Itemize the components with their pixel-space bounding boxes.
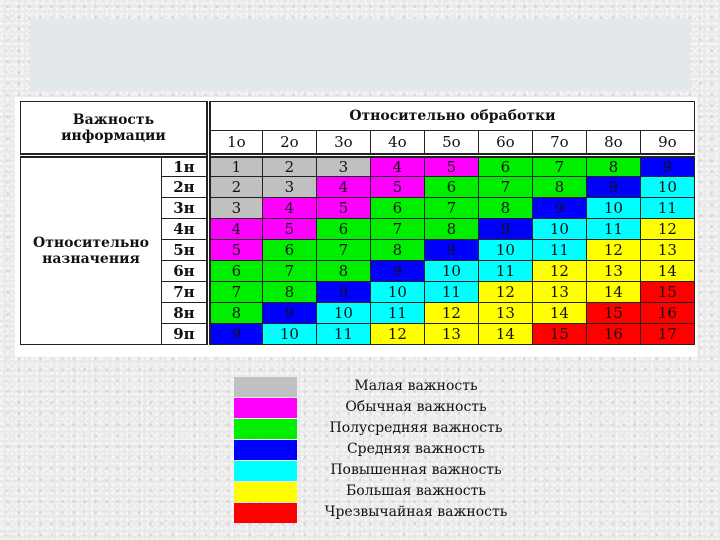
matrix-cell: 10 <box>586 198 640 219</box>
legend-label: Средняя важность <box>346 441 486 457</box>
matrix-cell: 12 <box>640 219 694 240</box>
matrix-cell: 15 <box>586 303 640 324</box>
row-header: 7н <box>161 282 208 303</box>
col-group-label: Относительно обработки <box>208 102 694 131</box>
matrix-cell: 14 <box>478 324 532 345</box>
legend-label: Чрезвычайная важность <box>324 504 508 520</box>
col-header: 9о <box>640 131 694 156</box>
matrix-cell: 14 <box>640 261 694 282</box>
matrix-cell: 9 <box>478 219 532 240</box>
matrix-cell: 4 <box>208 219 262 240</box>
legend-item <box>234 419 514 440</box>
matrix-cell: 7 <box>370 219 424 240</box>
legend-label: Полусредняя важность <box>329 420 503 436</box>
matrix-cell: 9 <box>370 261 424 282</box>
matrix-cell: 16 <box>586 324 640 345</box>
col-header: 7о <box>532 131 586 156</box>
legend-swatch <box>234 482 297 502</box>
col-header: 4о <box>370 131 424 156</box>
matrix-cell: 13 <box>424 324 478 345</box>
matrix-cell: 10 <box>532 219 586 240</box>
legend-item <box>234 482 514 503</box>
matrix-cell: 6 <box>370 198 424 219</box>
row-header: 3н <box>161 198 208 219</box>
matrix-cell: 5 <box>262 219 316 240</box>
legend-swatch <box>234 503 297 523</box>
matrix-cell: 7 <box>262 261 316 282</box>
corner-label: Важность информации <box>21 102 209 156</box>
legend-swatch <box>234 419 297 439</box>
matrix-cell: 7 <box>424 198 478 219</box>
matrix-cell: 11 <box>424 282 478 303</box>
matrix-cell: 14 <box>532 303 586 324</box>
matrix-cell: 4 <box>370 156 424 177</box>
matrix-cell: 13 <box>640 240 694 261</box>
matrix-cell: 9 <box>262 303 316 324</box>
matrix-cell: 8 <box>316 261 370 282</box>
matrix-cell: 5 <box>316 198 370 219</box>
matrix-cell: 7 <box>478 177 532 198</box>
matrix-cell: 8 <box>532 177 586 198</box>
legend-swatch <box>234 377 297 397</box>
col-header: 5о <box>424 131 478 156</box>
matrix-cell: 7 <box>316 240 370 261</box>
row-header: 4н <box>161 219 208 240</box>
row-header: 9п <box>161 324 208 345</box>
matrix-cell: 2 <box>262 156 316 177</box>
matrix-cell: 12 <box>424 303 478 324</box>
matrix-cell: 6 <box>478 156 532 177</box>
matrix-cell: 8 <box>424 219 478 240</box>
row-header: 5н <box>161 240 208 261</box>
legend-swatch <box>234 440 297 460</box>
matrix-cell: 17 <box>640 324 694 345</box>
matrix-cell: 16 <box>640 303 694 324</box>
matrix-cell: 8 <box>262 282 316 303</box>
matrix-cell: 9 <box>316 282 370 303</box>
col-header: 8о <box>586 131 640 156</box>
matrix-cell: 13 <box>478 303 532 324</box>
matrix-cell: 3 <box>208 198 262 219</box>
matrix-cell: 6 <box>316 219 370 240</box>
matrix-cell: 7 <box>532 156 586 177</box>
matrix-cell: 10 <box>478 240 532 261</box>
matrix-cell: 8 <box>586 156 640 177</box>
matrix-cell: 2 <box>208 177 262 198</box>
slide-title-area <box>30 19 690 90</box>
matrix-cell: 8 <box>370 240 424 261</box>
legend-swatch <box>234 461 297 481</box>
matrix-cell: 6 <box>262 240 316 261</box>
col-header: 3о <box>316 131 370 156</box>
legend-label: Малая важность <box>354 378 478 394</box>
matrix-cell: 13 <box>532 282 586 303</box>
row-header: 2н <box>161 177 208 198</box>
legend-item <box>234 461 514 482</box>
matrix-cell: 9 <box>208 324 262 345</box>
matrix-cell: 13 <box>586 261 640 282</box>
legend-label: Большая важность <box>346 483 486 499</box>
matrix-cell: 9 <box>586 177 640 198</box>
matrix-cell: 6 <box>424 177 478 198</box>
importance-matrix <box>15 97 697 357</box>
row-header: 1н <box>161 156 208 177</box>
importance-table <box>20 101 695 345</box>
matrix-cell: 4 <box>262 198 316 219</box>
matrix-cell: 8 <box>208 303 262 324</box>
matrix-cell: 11 <box>370 303 424 324</box>
matrix-cell: 15 <box>532 324 586 345</box>
legend-label: Повышенная важность <box>330 462 502 478</box>
matrix-cell: 1 <box>208 156 262 177</box>
matrix-cell: 10 <box>316 303 370 324</box>
matrix-cell: 10 <box>262 324 316 345</box>
matrix-cell: 5 <box>424 156 478 177</box>
matrix-cell: 10 <box>370 282 424 303</box>
matrix-cell: 11 <box>532 240 586 261</box>
matrix-cell: 7 <box>208 282 262 303</box>
matrix-cell: 6 <box>208 261 262 282</box>
row-group-label: Относительно назначения <box>21 156 162 345</box>
matrix-cell: 12 <box>532 261 586 282</box>
matrix-cell: 12 <box>586 240 640 261</box>
matrix-cell: 10 <box>640 177 694 198</box>
matrix-cell: 12 <box>478 282 532 303</box>
row-header: 8н <box>161 303 208 324</box>
matrix-cell: 11 <box>478 261 532 282</box>
legend-item <box>234 377 514 398</box>
matrix-cell: 8 <box>478 198 532 219</box>
col-header: 1о <box>208 131 262 156</box>
matrix-cell: 9 <box>640 156 694 177</box>
matrix-cell: 4 <box>316 177 370 198</box>
matrix-cell: 9 <box>532 198 586 219</box>
col-header: 2о <box>262 131 316 156</box>
row-header: 6н <box>161 261 208 282</box>
matrix-cell: 3 <box>262 177 316 198</box>
legend-item <box>234 440 514 461</box>
matrix-cell: 10 <box>424 261 478 282</box>
legend-item <box>234 503 514 524</box>
matrix-cell: 12 <box>370 324 424 345</box>
matrix-cell: 11 <box>586 219 640 240</box>
matrix-cell: 9 <box>424 240 478 261</box>
legend-swatch <box>234 398 297 418</box>
matrix-cell: 15 <box>640 282 694 303</box>
col-header: 6о <box>478 131 532 156</box>
legend-item <box>234 398 514 419</box>
matrix-cell: 11 <box>316 324 370 345</box>
matrix-cell: 5 <box>208 240 262 261</box>
matrix-cell: 3 <box>316 156 370 177</box>
legend-label: Обычная важность <box>345 399 487 415</box>
matrix-cell: 11 <box>640 198 694 219</box>
matrix-cell: 5 <box>370 177 424 198</box>
matrix-cell: 14 <box>586 282 640 303</box>
